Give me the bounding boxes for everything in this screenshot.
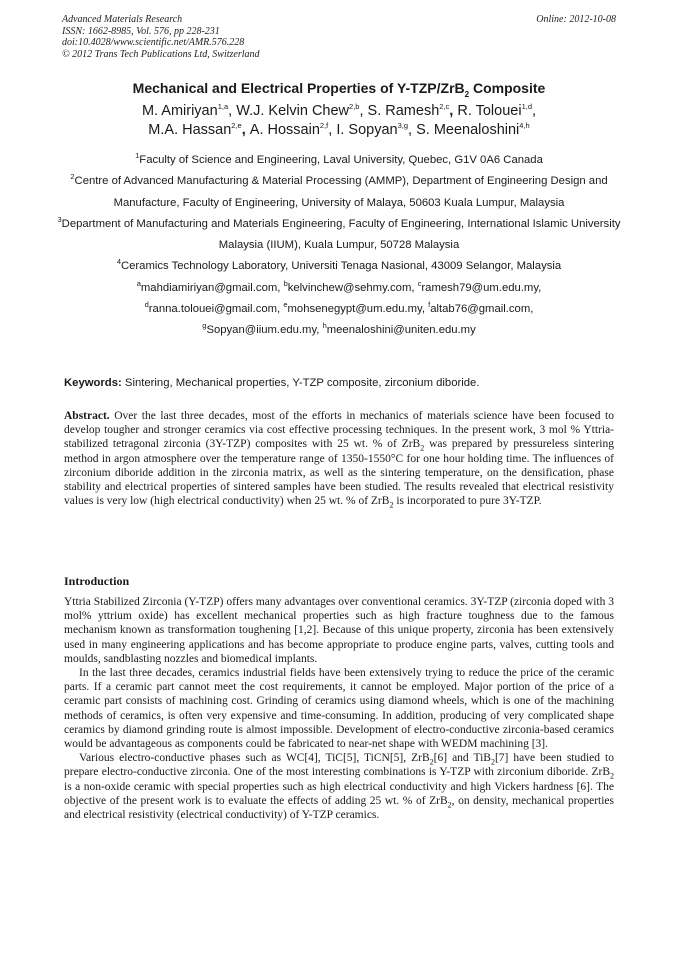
keywords xyxy=(64,377,614,389)
affiliation: $^2$Centre of Advanced Manufacturing & Material Processing (AMMP), Department of Engineering Design and Manufacture, Faculty of Engineering, University of Malaya, 50603 Kuala Lumpur, Malaysia xyxy=(70,172,608,209)
email: $^f$altab76@gmail.com, xyxy=(428,300,534,316)
affiliation: $^1$Faculty of Science and Engineering, Laval University, Quebec, G1V 0A6 Canada xyxy=(135,151,543,166)
email: $^e$mohsenegypt@um.edu.my, xyxy=(283,300,429,316)
paragraph: In the last three decades, ceramics industrial fields have been extensively trying to reduce the price of the ceramic parts. If a ceramic part cannot meet the cost requirements, it cannot be employed. Major portion of the price of a ceramic part consists of machining cost. Grinding of ceramics using diamond wheels, which is one of the machining methods of ceramics, is often very expensive and time-consuming. In addition, producing of very complicated shape ceramics by diamond grinding route is almost impossible. Development of electro-conductive zirconia-based ceramics would be advantageous as components could be fabricated to near-net shape with WEDM machining [3]. xyxy=(64,667,614,751)
email: $^c$ramesh79@um.edu.my, xyxy=(417,279,542,294)
email: $^d$ranna.tolouei@gmail.com, xyxy=(144,300,284,316)
affiliation: $^3$Department of Manufacturing and Materials Engineering, Faculty of Engineering, International Islamic University Malaysia (IIUM), Kuala Lumpur, 50728 Malaysia xyxy=(57,215,621,252)
abstract: Abstract. Over the last three decades, most of the efforts in mechanics of materials science have been focused to develop tougher and stronger ceramics via cost effective processing techniques. In the present work, 3 mol % Yttria-stabilized tetragonal zirconia (3Y-TZP) composites with 25 wt. % of ZrB$_2$ was prepared by pressureless sintering method in argon atmosphere over the temperature range of 1350-1550°C for one hour holding time. The influences of zirconium diboride addition in the zirconia matrix, as well as the sintering temperature, on the densification, phase stability and electrical properties of sintered samples have been studied. The results revealed that electrical resistivity values is very low (high electrical conductivity) when 25 wt. % of ZrB$_2$ is incorporated to pure 3Y-TZP. xyxy=(64,410,614,510)
paragraph: Yttria Stabilized Zirconia (Y-TZP) offers many advantages over conventional ceramics. 3Y-TZP (zirconia doped with 3 mol% yttrium oxide) has excellent mechanical properties such as high fracture toughness due to the famous mechanism known as transformation toughening [1,2]. Because of this unique property, zirconia has been extensively used in many engineering applications and has become appropriate to produce engine parts, valves, cutting tools and moulds, sandblasting nozzles and biomedical implants. xyxy=(64,596,614,665)
copyright: © 2012 Trans Tech Publications Ltd, Switzerland xyxy=(62,48,260,60)
keywords-label: Keywords: xyxy=(64,377,122,389)
emails xyxy=(55,278,623,342)
author: R. Tolouei$^{1,d}$, xyxy=(457,102,537,119)
keywords-text: Sintering, Mechanical properties, Y-TZP composite, zirconium diboride. xyxy=(121,377,480,389)
author: A. Hossain$^{2,f}$, xyxy=(249,121,337,138)
paper-title: Mechanical and Electrical Properties of Y-TZP/ZrB$_2$ Composite xyxy=(132,80,546,99)
email: $^h$meenaloshini@uniten.edu.my xyxy=(322,321,476,337)
email: $^a$mahdiamiriyan@gmail.com, xyxy=(136,279,284,294)
journal-header xyxy=(62,14,260,60)
paragraph: Various electro-conductive phases such as WC[4], TiC[5], TiCN[5], ZrB$_2$[6] and TiB$_2$[7] have been studied to prepare electro-conductive zirconia. One of the most interesting combinations is Y-TZP with zirconium diboride. ZrB$_2$ is a non-oxide ceramic with special properties such as high electrical conductivity and high Vickers hardness [6]. The objective of the present work is to evaluate the effects of adding 25 wt. % of ZrB$_2$, on density, mechanical properties and electrical resistivity (electrical conductivity) of Y-TZP ceramics. xyxy=(64,752,614,822)
affiliations xyxy=(55,150,623,342)
author: S. Ramesh$^{2,c}$, xyxy=(367,102,458,119)
email: $^b$kelvinchew@sehmy.com, xyxy=(283,279,418,294)
author-list xyxy=(60,102,618,140)
affiliation: $^4$Ceramics Technology Laboratory, Universiti Tenaga Nasional, 43009 Selangor, Malaysia xyxy=(116,257,562,273)
author: S. Meenaloshini$^{4,h}$ xyxy=(416,121,530,138)
author: I. Sopyan$^{3,g}$, xyxy=(336,121,417,138)
online-date: Online: 2012-10-08 xyxy=(536,14,616,25)
author: M.A. Hassan$^{2,e}$, xyxy=(148,121,250,138)
abstract-label: Abstract. xyxy=(64,410,110,422)
journal-name: Advanced Materials Research xyxy=(62,14,183,25)
email: $^g$Sopyan@iium.edu.my, xyxy=(202,321,323,337)
section-heading: Introduction xyxy=(64,574,130,588)
author: M. Amiriyan$^{1,a}$, xyxy=(141,102,237,119)
issn: ISSN: 1662-8985, Vol. 576, pp 228-231 xyxy=(62,25,220,37)
introduction-body xyxy=(64,595,614,822)
author: W.J. Kelvin Chew$^{2,b}$, xyxy=(236,102,368,119)
doi: doi:10.4028/www.scientific.net/AMR.576.228 xyxy=(62,37,245,48)
